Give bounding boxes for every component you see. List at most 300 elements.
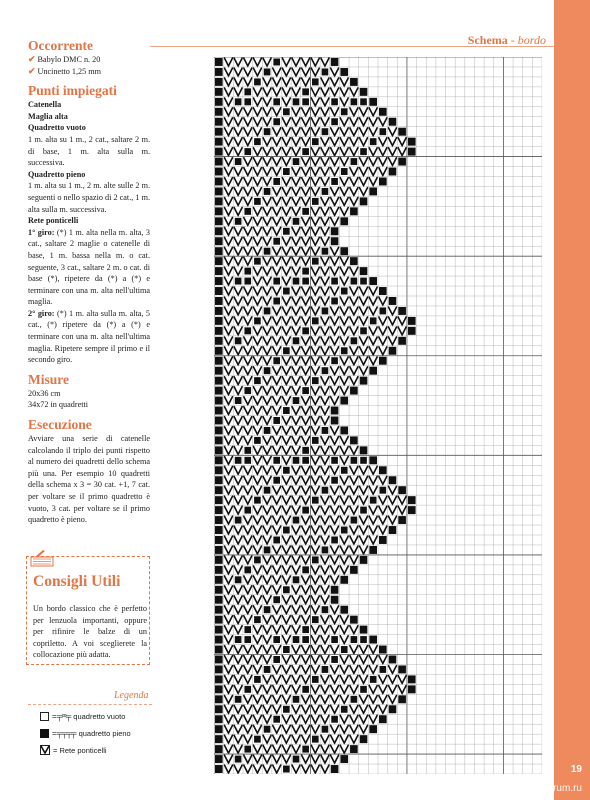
filled-cell bbox=[380, 666, 387, 673]
filled-cell bbox=[389, 168, 397, 176]
filled-cell bbox=[312, 258, 319, 265]
filled-cell bbox=[322, 128, 329, 135]
filled-cell bbox=[215, 187, 223, 195]
filled-cell bbox=[283, 706, 290, 713]
filled-cell bbox=[340, 606, 348, 614]
legend-label: quadretto pieno bbox=[78, 729, 131, 738]
filled-cell bbox=[215, 665, 223, 673]
filled-cell bbox=[215, 118, 223, 126]
filled-cell bbox=[244, 566, 251, 573]
filled-cell bbox=[283, 288, 290, 295]
filled-cell bbox=[273, 596, 280, 603]
filled-cell bbox=[369, 367, 377, 375]
filled-cell bbox=[408, 148, 416, 156]
filled-cell bbox=[360, 636, 367, 643]
filled-cell bbox=[273, 298, 280, 305]
filled-cell bbox=[283, 168, 290, 175]
filled-cell bbox=[273, 178, 280, 185]
filled-cell bbox=[244, 278, 251, 285]
empty-square-icon bbox=[40, 712, 49, 721]
filled-cell bbox=[235, 337, 242, 344]
filled-cell bbox=[215, 178, 223, 186]
crochet-hook-icon bbox=[29, 549, 55, 569]
filled-cell bbox=[302, 208, 309, 215]
filled-cell bbox=[369, 277, 377, 285]
filled-cell bbox=[293, 696, 300, 703]
filled-cell bbox=[293, 636, 300, 643]
filled-cell bbox=[215, 357, 223, 365]
filled-cell bbox=[360, 98, 367, 105]
filled-cell bbox=[351, 696, 358, 703]
filled-cell bbox=[215, 108, 223, 116]
filled-cell bbox=[322, 248, 329, 255]
filled-cell bbox=[341, 706, 348, 713]
filled-cell bbox=[273, 537, 280, 544]
legend-item-rete bbox=[40, 745, 107, 755]
filled-cell bbox=[351, 457, 358, 464]
filled-cell bbox=[273, 118, 280, 125]
filled-cell bbox=[350, 745, 358, 753]
filled-cell bbox=[215, 148, 223, 156]
filled-cell bbox=[293, 756, 300, 763]
filled-cell bbox=[360, 278, 367, 285]
filled-cell bbox=[360, 197, 368, 205]
filled-cell bbox=[254, 676, 261, 683]
filled-cell bbox=[340, 247, 348, 255]
filled-cell bbox=[350, 387, 358, 395]
filled-cell bbox=[215, 755, 223, 763]
check-icon: ✔ bbox=[28, 65, 36, 76]
filled-cell bbox=[235, 517, 242, 524]
filled-cell bbox=[360, 735, 368, 743]
filled-cell bbox=[215, 297, 223, 305]
filled-cell bbox=[215, 765, 223, 773]
filled-cell bbox=[283, 228, 290, 235]
filled-cell bbox=[331, 537, 338, 544]
quadretto-vuoto-title: Quadretto vuoto bbox=[28, 123, 86, 133]
filled-cell bbox=[331, 118, 338, 125]
filled-cell bbox=[302, 507, 309, 514]
filled-cell bbox=[331, 586, 339, 594]
filled-cell bbox=[235, 218, 242, 225]
filled-cell bbox=[331, 278, 338, 285]
filled-cell bbox=[302, 566, 309, 573]
filled-cell bbox=[398, 158, 406, 166]
filled-cell bbox=[322, 68, 329, 75]
filled-cell bbox=[350, 207, 358, 215]
page-number: 19 bbox=[570, 764, 582, 775]
filled-cell bbox=[379, 357, 387, 365]
filled-cell bbox=[312, 556, 319, 563]
filled-cell bbox=[273, 457, 280, 464]
filled-cell bbox=[244, 387, 251, 394]
filled-cell bbox=[389, 118, 397, 126]
filled-cell bbox=[379, 715, 387, 723]
filled-cell bbox=[350, 566, 358, 574]
filled-cell bbox=[360, 327, 367, 334]
filled-cell bbox=[360, 446, 368, 454]
esecuzione-text: Avviare una serie di catenelle calcolando il triplo dei punti rispetto al numero dei quadretti dello schema più una. Per esempio 10 quadretti della schema x 3 = 30 cat. +1, 7 cat. per voltare se il primo quadretto è vuoto, 3 cat. per voltare se il primo quadretto è pieno. bbox=[28, 434, 150, 525]
filled-cell bbox=[273, 59, 280, 66]
filled-cell bbox=[244, 327, 251, 334]
filled-cell bbox=[370, 497, 377, 504]
maglia-alta-label: Maglia alta bbox=[28, 111, 68, 121]
filled-cell bbox=[379, 536, 387, 544]
rete-ponticelli-title: Rete ponticelli bbox=[28, 216, 79, 226]
filled-cell bbox=[264, 666, 271, 673]
filled-cell bbox=[215, 486, 223, 494]
filled-cell bbox=[379, 178, 387, 186]
filled-cell bbox=[215, 695, 223, 703]
filled-cell bbox=[350, 436, 358, 444]
filled-cell bbox=[215, 566, 223, 574]
filled-cell bbox=[293, 457, 300, 464]
filled-cell bbox=[360, 88, 368, 96]
filled-cell bbox=[341, 288, 348, 295]
filled-cell bbox=[340, 68, 348, 76]
filled-cell bbox=[331, 237, 339, 245]
filled-cell bbox=[215, 656, 223, 664]
filled-cell bbox=[331, 477, 338, 484]
side-color-bar bbox=[554, 0, 590, 800]
filled-cell bbox=[370, 676, 377, 683]
rete-ponticelli-icon bbox=[40, 745, 50, 755]
filled-cell bbox=[302, 686, 309, 693]
filled-cell bbox=[215, 735, 223, 743]
filled-cell bbox=[340, 397, 348, 405]
filled-cell bbox=[331, 417, 339, 425]
filled-cell bbox=[215, 685, 223, 693]
filled-cell bbox=[331, 407, 339, 415]
filled-cell bbox=[341, 527, 348, 534]
filled-cell bbox=[244, 746, 251, 753]
legenda-title: Legenda bbox=[114, 690, 149, 701]
filled-cell bbox=[302, 278, 309, 285]
filled-cell bbox=[244, 98, 251, 105]
filled-cell bbox=[283, 467, 290, 474]
filled-cell bbox=[360, 457, 367, 464]
filled-cell bbox=[215, 158, 223, 166]
filled-cell bbox=[331, 765, 339, 773]
filled-cell bbox=[293, 158, 300, 165]
filled-cell bbox=[293, 576, 300, 583]
punti-heading: Punti impiegati bbox=[28, 83, 117, 99]
filled-cell bbox=[389, 297, 397, 305]
filled-cell bbox=[283, 766, 290, 773]
filled-cell bbox=[398, 307, 406, 315]
filled-cell bbox=[254, 138, 261, 145]
misure-heading: Misure bbox=[28, 371, 69, 387]
filled-cell bbox=[215, 227, 223, 235]
filled-cell bbox=[215, 536, 223, 544]
filled-cell bbox=[273, 278, 280, 285]
filled-cell bbox=[369, 636, 377, 644]
filled-cell bbox=[331, 596, 339, 604]
filled-cell bbox=[215, 606, 223, 614]
filled-cell bbox=[254, 497, 261, 504]
filled-cell bbox=[244, 268, 251, 275]
crochet-chart-grid bbox=[214, 57, 542, 774]
filled-cell bbox=[215, 138, 223, 146]
filled-cell bbox=[215, 636, 223, 644]
filled-cell bbox=[331, 227, 339, 235]
filled-cell bbox=[244, 88, 251, 95]
filled-cell bbox=[360, 267, 368, 275]
filled-cell bbox=[293, 218, 300, 225]
filled-cell bbox=[215, 725, 223, 733]
filled-cell bbox=[312, 497, 319, 504]
filled-cell bbox=[215, 426, 223, 434]
filled-cell bbox=[264, 726, 271, 733]
legend-label: quadretto vuoto bbox=[73, 712, 126, 721]
filled-cell bbox=[215, 217, 223, 225]
filled-cell bbox=[312, 676, 319, 683]
filled-cell bbox=[322, 487, 329, 494]
schema-title-text: Schema bbox=[467, 33, 508, 47]
filled-cell bbox=[235, 158, 242, 165]
filled-cell bbox=[380, 487, 387, 494]
filled-cell bbox=[215, 237, 223, 245]
filled-cell bbox=[370, 317, 377, 324]
filled-cell bbox=[264, 188, 271, 195]
filled-cell bbox=[215, 576, 223, 584]
filled-cell bbox=[398, 665, 406, 673]
filled-cell bbox=[264, 248, 271, 255]
filled-cell bbox=[379, 646, 387, 654]
filled-cell bbox=[215, 247, 223, 255]
filled-cell bbox=[312, 78, 319, 85]
filled-cell bbox=[322, 546, 329, 553]
legend-label: = Rete ponticelli bbox=[53, 745, 107, 755]
filled-cell bbox=[351, 337, 358, 344]
esecuzione-heading: Esecuzione bbox=[28, 417, 92, 433]
watermark: PassionForum.ru bbox=[505, 783, 582, 794]
filled-cell bbox=[312, 377, 319, 384]
catenella-label: Catenella bbox=[28, 100, 62, 110]
filled-cell bbox=[215, 347, 223, 355]
filled-cell bbox=[370, 138, 377, 145]
filled-cell bbox=[283, 586, 290, 593]
misure-line: 20x36 cm bbox=[28, 388, 61, 398]
filled-cell bbox=[351, 278, 358, 285]
legenda-rule bbox=[28, 704, 152, 705]
filled-cell bbox=[369, 98, 377, 106]
filled-cell bbox=[264, 487, 271, 494]
filled-cell bbox=[312, 317, 319, 324]
filled-cell bbox=[312, 736, 319, 743]
filled-cell bbox=[408, 138, 416, 146]
filled-cell bbox=[215, 197, 223, 205]
filled-cell bbox=[340, 217, 348, 225]
schema-title bbox=[468, 33, 546, 48]
filled-cell bbox=[341, 347, 348, 354]
filled-cell bbox=[215, 417, 223, 425]
filled-cell bbox=[215, 407, 223, 415]
filled-cell bbox=[293, 337, 300, 344]
filled-cell bbox=[273, 716, 280, 723]
filled-cell bbox=[380, 128, 387, 135]
filled-cell bbox=[283, 407, 290, 414]
filled-cell bbox=[215, 436, 223, 444]
filled-cell bbox=[215, 446, 223, 454]
filled-cell bbox=[215, 88, 223, 96]
stitch-symbol: = ╤ᵒᵒ╤ bbox=[52, 712, 71, 721]
filled-cell bbox=[215, 267, 223, 275]
filled-cell bbox=[322, 427, 329, 434]
filled-cell bbox=[302, 148, 309, 155]
filled-cell bbox=[369, 725, 377, 733]
filled-cell bbox=[215, 78, 223, 86]
filled-cell bbox=[244, 626, 251, 633]
filled-cell bbox=[215, 705, 223, 713]
filled-cell bbox=[264, 128, 271, 135]
filled-cell bbox=[341, 646, 348, 653]
filled-cell bbox=[215, 327, 223, 335]
filled-cell bbox=[273, 238, 280, 245]
filled-cell bbox=[273, 98, 280, 105]
filled-cell bbox=[351, 636, 358, 643]
filled-cell bbox=[215, 646, 223, 654]
schema-subtitle: - bordo bbox=[510, 33, 546, 47]
filled-cell bbox=[254, 556, 261, 563]
filled-cell bbox=[244, 208, 251, 215]
filled-cell bbox=[235, 98, 242, 105]
filled-cell bbox=[302, 457, 309, 464]
filled-cell bbox=[340, 426, 348, 434]
filled-cell bbox=[302, 447, 309, 454]
filled-cell bbox=[215, 506, 223, 514]
filled-cell bbox=[254, 198, 261, 205]
filled-cell bbox=[293, 98, 300, 105]
filled-cell bbox=[235, 457, 242, 464]
legend-item-pieno bbox=[40, 729, 131, 738]
quadretto-pieno-text: 1 m. alta su 1 m., 2 m. alte sulle 2 m. seguenti o nello spazio di 2 cat., 1 m. alta sulla m. successiva. bbox=[28, 181, 150, 214]
filled-cell bbox=[215, 307, 223, 315]
filled-cell bbox=[322, 606, 329, 613]
giro-2: 2° giro: (*) 1 m. alta sulla m. alta, 5 cat., (*) ripetere da (*) a (*) e terminare con una m. alta nell'ultima maglia. Ripetere sempre il primo e il secondo giro. bbox=[28, 308, 151, 365]
filled-cell bbox=[215, 317, 223, 325]
filled-cell bbox=[408, 675, 416, 683]
crochet-chart bbox=[214, 57, 542, 779]
filled-cell bbox=[235, 636, 242, 643]
consigli-title: Consigli Utili bbox=[33, 573, 121, 590]
filled-cell bbox=[379, 287, 387, 295]
filled-cell bbox=[283, 108, 290, 115]
stitch-symbol: = ╤╤╤╤ bbox=[52, 729, 76, 738]
filled-cell bbox=[360, 507, 367, 514]
filled-cell bbox=[215, 128, 223, 136]
filled-cell bbox=[331, 656, 338, 663]
filled-cell bbox=[360, 377, 368, 385]
filled-cell bbox=[331, 178, 338, 185]
filled-cell bbox=[215, 277, 223, 285]
filled-cell bbox=[351, 158, 358, 165]
filled-cell bbox=[302, 387, 309, 394]
filled-cell bbox=[369, 546, 377, 554]
giro-1: 1° giro: (*) 1 m. alta nella m. alta, 3 cat., saltare 2 maglie o catenelle di base, 1 m. bassa nella m. o cat. seguente, 3 cat., saltare 2 m. o cat. di base (*), ripetere da (*) a (*) e terminare con una m. alta nell'ultima maglia. bbox=[28, 227, 150, 307]
left-column bbox=[28, 38, 150, 526]
filled-cell bbox=[244, 447, 251, 454]
filled-cell bbox=[398, 486, 406, 494]
filled-cell bbox=[235, 397, 242, 404]
filled-cell bbox=[264, 606, 271, 613]
filled-cell bbox=[215, 257, 223, 265]
filled-cell bbox=[350, 257, 358, 265]
filled-cell bbox=[244, 507, 251, 514]
filled-cell bbox=[215, 675, 223, 683]
filled-cell bbox=[215, 596, 223, 604]
filled-cell bbox=[340, 576, 348, 584]
filled-cell bbox=[244, 686, 251, 693]
filled-cell bbox=[215, 476, 223, 484]
filled-cell bbox=[340, 755, 348, 763]
filled-cell bbox=[350, 616, 358, 624]
filled-cell bbox=[215, 745, 223, 753]
filled-cell bbox=[215, 546, 223, 554]
filled-cell bbox=[235, 576, 242, 583]
filled-cell bbox=[312, 198, 319, 205]
filled-cell bbox=[273, 357, 280, 364]
filled-cell bbox=[341, 168, 348, 175]
filled-cell bbox=[215, 466, 223, 474]
filled-cell bbox=[379, 466, 387, 474]
filled-cell bbox=[322, 726, 329, 733]
filled-cell bbox=[264, 427, 271, 434]
filled-cell bbox=[302, 626, 309, 633]
filled-cell bbox=[302, 746, 309, 753]
filled-cell bbox=[398, 695, 406, 703]
misure-line: 34x72 in quadretti bbox=[28, 400, 89, 410]
occorrente-heading: Occorrente bbox=[28, 38, 93, 53]
filled-cell bbox=[264, 546, 271, 553]
consigli-text: Un bordo classico che è perfetto per lenzuola importanti, oppure per rifinire le balze di un copriletto. A voi sceglierete la collocazione più adatta. bbox=[33, 604, 147, 660]
filled-cell bbox=[302, 636, 309, 643]
filled-cell bbox=[254, 736, 261, 743]
filled-cell bbox=[215, 715, 223, 723]
filled-cell bbox=[215, 287, 223, 295]
filled-cell bbox=[244, 457, 251, 464]
filled-cell bbox=[322, 188, 329, 195]
filled-cell bbox=[408, 496, 416, 504]
filled-cell bbox=[244, 148, 251, 155]
filled-cell bbox=[254, 616, 261, 623]
filled-cell bbox=[322, 666, 329, 673]
filled-cell bbox=[302, 268, 309, 275]
filled-square-icon bbox=[40, 729, 49, 738]
filled-cell bbox=[351, 517, 358, 524]
filled-cell bbox=[322, 307, 329, 314]
filled-cell bbox=[389, 476, 397, 484]
filled-cell bbox=[331, 58, 339, 66]
filled-cell bbox=[302, 327, 309, 334]
filled-cell bbox=[264, 367, 271, 374]
filled-cell bbox=[389, 705, 397, 713]
filled-cell bbox=[369, 187, 377, 195]
filled-cell bbox=[398, 516, 406, 524]
filled-cell bbox=[235, 756, 242, 763]
filled-cell bbox=[283, 646, 290, 653]
filled-cell bbox=[322, 367, 329, 374]
filled-cell bbox=[408, 317, 416, 325]
filled-cell bbox=[312, 616, 319, 623]
filled-cell bbox=[389, 656, 397, 664]
filled-cell bbox=[341, 467, 348, 474]
filled-cell bbox=[331, 298, 338, 305]
filled-cell bbox=[331, 636, 338, 643]
filled-cell bbox=[331, 716, 338, 723]
quadretto-pieno-title: Quadretto pieno bbox=[28, 169, 86, 179]
filled-cell bbox=[312, 138, 319, 145]
